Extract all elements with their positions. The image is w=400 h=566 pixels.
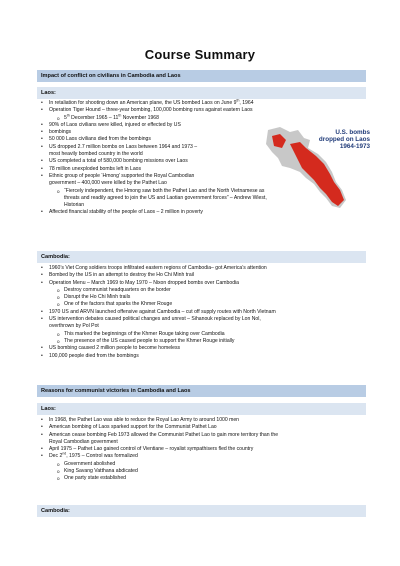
- list-item: • US dropped 2.7 million bombs on Laos between 1964 and 1973 –: [37, 144, 254, 151]
- list-item: • Affected financial stability of the people of Laos – 2 million in poverty: [37, 209, 349, 216]
- section-header-reasons: Reasons for communist victories in Cambodia and Laos: [37, 385, 366, 397]
- subheader-laos-reasons: Laos:: [37, 403, 366, 415]
- list-item: o This marked the beginnings of the Khmer Rouge taking over Cambodia: [37, 331, 366, 338]
- list-item: • 1970 US and ARVN launched offensive against Cambodia – cut off supply routes with North Vietnam: [37, 309, 366, 316]
- list-item-continued: Royal Cambodian government: [49, 438, 118, 445]
- list-item: o One of the factors that sparks the Khmer Rouge: [37, 301, 366, 308]
- list-item-continued: • bombings: [37, 129, 254, 136]
- laos-reasons-list: [37, 417, 366, 483]
- list-item: o 5th December 1965 – 11th November 1968: [37, 115, 269, 122]
- list-item-continued: Historian: [64, 202, 85, 209]
- list-item: o The presence of the US caused people to support the Khmer Rouge initially: [37, 338, 366, 345]
- list-item: • Operation Menu – March 1969 to May 1970 – Nixon dropped bombs over Cambodia: [37, 280, 366, 287]
- section-header-impact: Impact of conflict on civilians in Cambodia and Laos: [37, 70, 366, 82]
- list-item: • US completed a total of 580,000 bombing missions over Laos: [37, 158, 254, 165]
- list-item: • American bombing of Laos sparked support for the Communist Pathet Lao: [37, 424, 366, 431]
- list-item: o One party state established: [37, 475, 366, 482]
- list-item-continued: most heavily bombed country in the world: [49, 151, 143, 158]
- subheader-cambodia-reasons: Cambodia:: [37, 505, 366, 517]
- list-item: • 90% of Laos civilians were killed, injured or effected by US: [37, 122, 254, 129]
- bombed-area: [290, 142, 344, 206]
- list-item: • 100,000 people died from the bombings: [37, 353, 366, 360]
- list-item-continued: overthrown by Pol Pot: [49, 323, 99, 330]
- list-item: • Bombed by the US in an attempt to destroy the Ho Chi Minh trail: [37, 272, 366, 279]
- list-item: o Government abolished: [37, 461, 366, 468]
- subheader-laos: Laos:: [37, 87, 366, 99]
- list-item: o King Savang Vatthana abdicated: [37, 468, 366, 475]
- list-item: • American cease bombing Feb 1973 allowed the Communist Pathet Lao to gain more territory than the: [37, 432, 366, 439]
- list-item: • 1960’s Viet Cong soldiers troops infiltrated eastern regions of Cambodia– got America’s attention: [37, 265, 366, 272]
- list-item: • Ethnic group of people ‘Hmong’ supported the Royal Cambodian: [37, 173, 254, 180]
- list-item: o Disrupt the Ho Chi Minh trails: [37, 294, 366, 301]
- list-item: o “Fiercely independent, the Hmong saw both the Pathet Lao and the North Vietnamese as: [37, 188, 384, 195]
- list-item-continued: threats and readily agreed to join the US and Laotian government forces” – Andrew Wiest,: [64, 194, 267, 201]
- page-title: Course Summary: [144, 47, 256, 62]
- list-item: • Operation Tiger Hound – three-year bombing, 100,000 bombing runs against eastern Laos: [37, 107, 349, 114]
- list-item-continued: government – 400,000 were killed by the Pathet Lao: [49, 180, 167, 187]
- list-item: • US bombing caused 2 million people to become homeless: [37, 345, 366, 352]
- list-item: • Dec 2nd, 1975 – Control was formalized: [37, 453, 366, 460]
- list-item: • In retaliation for shooting down an American plane, the US bombed Laos on June 9th, 1964: [37, 100, 349, 107]
- list-item: • In 1968, the Pathet Lao was able to reduce the Royal Lao Army to around 1000 men: [37, 417, 366, 424]
- list-item: o Destroy communist headquarters on the border: [37, 287, 366, 294]
- list-item: • US intervention debates caused political changes and unrest – Sihanouk replaced by Lon Nol,: [37, 316, 366, 323]
- list-item: • April 1975 – Pathet Lao gained control of Vientiane – royalist sympathisers fled the country: [37, 446, 366, 453]
- list-item: • 78 million unexploded bombs left in Laos: [37, 166, 254, 173]
- list-item: • 50 000 Laos civilians died from the bombings: [37, 136, 254, 143]
- subheader-cambodia: Cambodia:: [37, 251, 366, 263]
- cambodia-impact-list: [37, 265, 366, 360]
- map-caption: U.S. bombs dropped on Laos 1964-1973: [318, 129, 370, 150]
